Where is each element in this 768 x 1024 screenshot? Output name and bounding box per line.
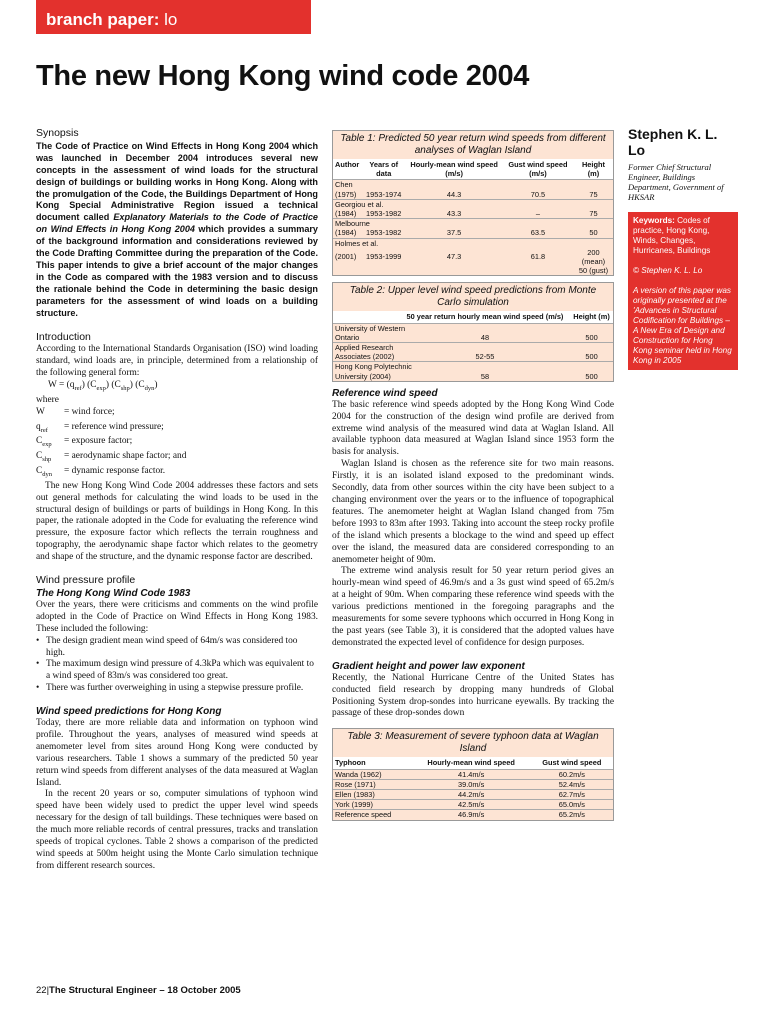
table-row <box>333 199 613 209</box>
hourly-cell: 46.9m/s <box>412 810 531 820</box>
symbol: $q_{ref}$ <box>36 421 48 434</box>
table-row <box>333 266 613 275</box>
source-cell: Associates (2002) <box>335 352 395 362</box>
symbol-definition <box>36 422 318 437</box>
hourly-cell: 43.3 <box>446 209 462 219</box>
table-row <box>333 219 613 229</box>
gust-cell: 63.5 <box>530 228 546 238</box>
speed-cell: 48 <box>480 332 490 342</box>
year-cell: (2001) <box>335 252 357 262</box>
speed-cell: 52-55 <box>475 352 495 362</box>
symbol-definitions <box>36 407 318 481</box>
criticism-list <box>36 636 318 696</box>
year-cell: (1984) <box>335 228 357 238</box>
column-right <box>628 126 738 370</box>
keywords: Keywords: Codes of practice, Hong Kong, Winds, Changes, Hurricanes, Buildings <box>633 216 711 255</box>
list-item: • The maximum design wind pressure of 4.3kPa which was equivalent to a wind speed of 83m/s was considered too great. <box>46 659 318 683</box>
source-cell: University (2004) <box>335 371 391 381</box>
source-cell: Ontario <box>335 332 360 342</box>
years-cell: 1953-1974 <box>366 189 402 199</box>
introduction-heading: Introduction <box>36 330 91 343</box>
section-banner <box>36 0 311 34</box>
predictions-paragraph: In the recent 20 years or so, computer simulations of typhoon wind speed have been widely used to predict the upper level wind speeds necessary for the design of tall buildings. These techniques were based on the much more reliable records of central pressures, tracks and translation speeds of tropical cyclones. Table 2 shows a comparison of the predicted wind speeds at 500m height using the Monte Carlo simulation technique from different research sources. <box>36 789 318 871</box>
hourly-cell: 41.4m/s <box>412 769 531 779</box>
synopsis-heading: Synopsis <box>36 127 79 139</box>
introduction-paragraph: According to the International Standards Organisation (ISO) wind loading standard, wind loads are, in principle, determined from a relationship of the following general form: <box>36 344 318 379</box>
symbol-definition <box>36 466 318 481</box>
reference-paragraph: The extreme wind analysis result for 50 year return period gives an hourly-mean wind speed of 46.9m/s and a 3s gust wind speed of 65.2m/s at a height of 90m. When comparing these reference wind speeds with the various predictions mentioned in the foregoing paragraphs and the measurements for some severe typhoons which occurred in Hong Kong in the past years (see Table 3), it is considered that the adopted values have demonstrated the expected level of confidence for design purposes. <box>332 566 614 648</box>
symbol-description: = exposure factor; <box>64 436 133 447</box>
symbol: $C_{exp}$ <box>36 436 52 449</box>
typhoon-cell: York (1999) <box>333 800 412 810</box>
author-cell: Georgiou et al. <box>333 199 613 209</box>
reference-heading: Reference wind speed <box>332 387 438 399</box>
year-cell: (1975) <box>335 189 357 199</box>
table-2 <box>332 282 614 381</box>
height-cell: 500 <box>585 352 598 362</box>
table-row <box>333 323 613 333</box>
predictions-paragraph: Today, there are more reliable data and information on typhoon wind profile. Throughout the years, analyses of measured wind speeds at anemometer level from sites around Hong Kong were conducted by various researchers. Table 1 shows a summary of the predicted 50 year return wind speeds from different analyses of the data measured at Waglan Island. <box>36 718 318 788</box>
hourly-cell: 37.5 <box>446 228 462 238</box>
table-row <box>333 238 613 248</box>
height-cell: 200 (mean) <box>581 247 606 267</box>
table-row <box>333 372 613 381</box>
height-cell: 500 <box>585 371 598 381</box>
where-label: where <box>36 394 59 405</box>
height-cell: 75 <box>589 189 598 199</box>
gust-cell: 60.2m/s <box>531 769 613 779</box>
source-cell: Applied Research <box>333 343 613 353</box>
table-row <box>333 343 613 353</box>
column-header <box>333 311 400 323</box>
table-row <box>333 779 613 789</box>
column-header: Height (m) <box>581 160 605 179</box>
typhoon-cell: Ellen (1983) <box>333 789 412 799</box>
hourly-cell: 44.3 <box>446 189 462 199</box>
source-cell: University of Western <box>333 323 613 333</box>
page-number: 22 <box>36 985 47 996</box>
reference-paragraph: The basic reference wind speeds adopted by the Hong Kong Wind Code 2004 for the construction of the design wind profile are derived from extreme wind analysis of the measured wind data at Waglan Island. All available typhoon data measured at Waglan Island since 1953 form the basis for analysis. <box>332 399 614 458</box>
gust-cell: 52.4m/s <box>531 779 613 789</box>
table-row <box>333 333 613 343</box>
symbol-description: = wind force; <box>64 406 115 417</box>
table-row <box>333 800 613 810</box>
column-header: Typhoon <box>335 758 366 768</box>
hourly-cell: 39.0m/s <box>412 779 531 789</box>
banner-label: branch paper: <box>46 10 160 29</box>
years-cell: 1953-1999 <box>366 252 402 262</box>
column-header: 50 year return hourly mean wind speed (m/s) <box>406 312 564 322</box>
table-row <box>333 810 613 820</box>
wind-profile-subheading: The Hong Kong Wind Code 1983 <box>36 587 191 599</box>
table-row <box>333 789 613 799</box>
copyright-note: © Stephen K. L. Lo <box>633 266 703 275</box>
wind-load-formula: $W = (q_{ref})$ $(C_{exp})$ $(C_{shp})$ $(C_{dyn})$ <box>48 380 158 392</box>
predictions-heading: Wind speed predictions for Hong Kong <box>36 706 222 718</box>
column-header: Hourly-mean wind speed <box>427 758 515 768</box>
table-row <box>333 180 613 190</box>
symbol: $C_{shp}$ <box>36 451 52 464</box>
wind-profile-heading: Wind pressure profile <box>36 574 136 587</box>
symbol-description: = reference wind pressure; <box>64 421 164 432</box>
symbol-description: = dynamic response factor. <box>64 465 166 476</box>
column-header: Years of data <box>369 160 399 179</box>
height-cell: 75 <box>589 209 598 219</box>
table-caption: Table 3: Measurement of severe typhoon data at Waglan Island <box>333 729 613 757</box>
article-title: The new Hong Kong wind code 2004 <box>36 60 530 92</box>
symbol: W <box>36 406 45 417</box>
table-row <box>333 769 613 779</box>
symbol-definition <box>36 451 318 466</box>
symbol: $C_{dyn}$ <box>36 465 53 478</box>
wind-profile-paragraph: Over the years, there were criticisms and comments on the wind profile adopted in the Code of Practice on Wind Effects in Hong Kong 1983. These included the following: <box>36 599 318 634</box>
table-row <box>333 228 613 238</box>
author-name: Stephen K. L. Lo <box>628 126 718 158</box>
author-cell: Melbourne <box>333 219 613 229</box>
height-cell: 50 <box>589 228 598 238</box>
gust-cell: 65.2m/s <box>531 810 613 820</box>
introduction-paragraph: The new Hong Kong Wind Code 2004 addresses these factors and sets out general methods for calculating the wind loads to be used in the structural design of buildings or parts of buildings in Hong Kong. In this paper, the rationale adopted in the Code for evaluating the reference wind pressure, the exposure factor which reflects the terrain roughness and topography, the aerodynamic shape factor which relates to the geometry and shape of the structure, and the dynamic response factor are described. <box>36 480 318 563</box>
reference-paragraph: Waglan Island is chosen as the reference site for two main reasons. Firstly, it is an isolated island exposed to the predominant winds. Secondly, data from other sources within the city have been subject to a changing environment over the years or to the influence of topographical features. The anemometer height at Waglan Island changed from 75m before 1993 to 83m after 1993. Taking into account the steep rocky profile of the island which presents a blockage to the wind and speed up effect over the island, the measured data are considered corresponding to an anemometer height of 90m. <box>332 459 614 565</box>
column-header: Gust wind speed (m/s) <box>508 160 568 179</box>
list-item: • The design gradient mean wind speed of 64m/s was considered too high. <box>46 636 318 660</box>
column-header: Hourly-mean wind speed (m/s) <box>410 160 498 179</box>
table-row <box>333 362 613 372</box>
hourly-cell: 42.5m/s <box>412 800 531 810</box>
gradient-paragraph: Recently, the National Hurricane Centre of the United States has conducted field research by dropping many hundreds of Global Positioning System drop-sondes into hurricane eyewalls. By tracking the passage of these drop-sondes down <box>332 672 614 719</box>
page-footer: 22|The Structural Engineer – 18 October 2005 <box>36 985 241 996</box>
list-item: • There was further overweighing in using a stepwise pressure profile. <box>46 683 318 695</box>
typhoon-cell: Reference speed <box>333 810 412 820</box>
gradient-heading: Gradient height and power law exponent <box>332 660 525 672</box>
table-3 <box>332 728 614 820</box>
gust-cell: 70.5 <box>530 189 546 199</box>
column-header: Gust wind speed <box>542 758 602 768</box>
synopsis-text: The Code of Practice on Wind Effects in Hong Kong 2004 which was launched in December 2004 introduces several new concepts in the assessment of wind loads for the structural design of buildings or building works in Hong Kong. Along with the promulgation of the Code, the Buildings Department of Hong Kong Special Administrative Region issued a technical document called Explanatory Materials to the Code of Practice on Wind Effects in Hong Kong 2004 which provides a summary of the background information and considerations reviewed by the Code Drafting Committee during the preparation of the Code. This paper intends to give a brief account of the major changes in the Code as compared with the 1983 version and to discuss the rationale behind the Code in determining the basic design parameters for the assessment of wind loads on a building structure. <box>36 140 318 318</box>
column-left <box>36 128 318 873</box>
year-cell: (1984) <box>335 209 357 219</box>
gust-cell: 62.7m/s <box>531 789 613 799</box>
column-header: Author <box>335 160 360 169</box>
table-1 <box>332 130 614 276</box>
speed-cell: 58 <box>480 371 490 381</box>
author-cell: Chen <box>333 180 613 190</box>
years-cell: 1953-1982 <box>366 228 402 238</box>
symbol-description: = aerodynamic shape factor; and <box>64 451 187 462</box>
table-row <box>333 190 613 200</box>
table-row <box>333 352 613 362</box>
typhoon-cell: Rose (1971) <box>333 779 412 789</box>
presentation-note: A version of this paper was originally presented at the 'Advances in Structural Codification for Buildings – A New Era of Design and Construction for Hong Kong seminar held in Hong Kong in 2005 <box>633 286 732 365</box>
source-cell: Hong Kong Polytechnic <box>333 362 613 372</box>
hourly-cell: 44.2m/s <box>412 789 531 799</box>
banner-author: lo <box>159 10 178 29</box>
journal-info: The Structural Engineer – 18 October 2005 <box>49 985 241 996</box>
gust-cell: 65.0m/s <box>531 800 613 810</box>
hourly-cell: 47.3 <box>446 252 462 262</box>
gust-cell: 61.8 <box>530 252 546 262</box>
symbol-definition <box>36 436 318 451</box>
symbol-definition <box>36 407 318 422</box>
column-header: Height (m) <box>573 312 610 322</box>
table-caption: Table 1: Predicted 50 year return wind speeds from different analyses of Waglan Island <box>333 131 613 159</box>
column-middle <box>332 130 614 827</box>
typhoon-cell: Wanda (1962) <box>333 769 412 779</box>
table-row <box>333 248 613 266</box>
author-cell: Holmes et al. <box>333 238 613 248</box>
height-cell: 500 <box>585 332 598 342</box>
height-cell: 50 (gust) <box>578 266 609 276</box>
gust-cell: – <box>535 209 540 219</box>
table-row <box>333 209 613 219</box>
years-cell: 1953-1982 <box>366 209 402 219</box>
table-caption: Table 2: Upper level wind speed predictions from Monte Carlo simulation <box>333 283 613 311</box>
author-affiliation: Former Chief Structural Engineer, Buildings Department, Government of HKSAR <box>628 162 724 202</box>
keywords-box <box>628 212 738 370</box>
